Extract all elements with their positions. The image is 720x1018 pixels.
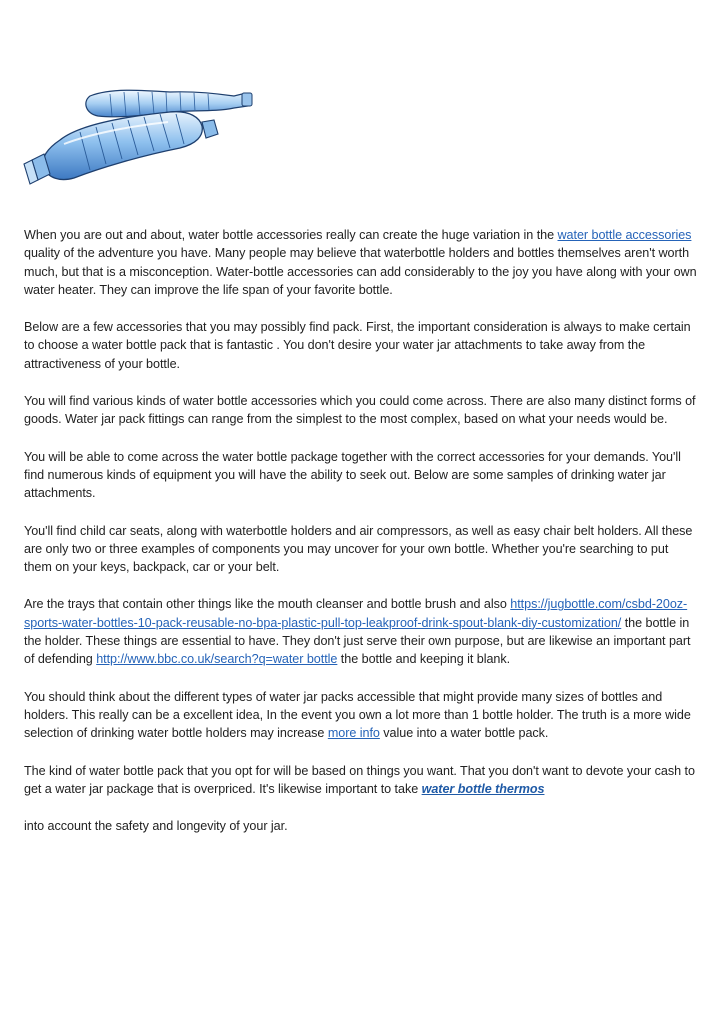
- paragraph-text: You will be able to come across the water bottle package together with the correct accessories for your demands. You'll find numerous kinds of equipment you will have the ability to seek out. Below are some samples of drinking water jar attachments.: [24, 449, 681, 501]
- paragraph: [24, 448, 698, 503]
- water-bottles-illustration: [20, 82, 260, 192]
- paragraph: [24, 595, 698, 668]
- paragraph: [24, 392, 698, 429]
- paragraph-text: into account the safety and longevity of your jar.: [24, 819, 288, 834]
- paragraph-text: You will find various kinds of water bottle accessories which you could come across. There are also many distinct forms of goods. Water jar pack fittings can range from the simplest to the most complex, based on what your needs would be.: [24, 394, 696, 427]
- article-body: [24, 226, 698, 854]
- paragraph: [24, 688, 698, 743]
- inline-link[interactable]: http://www.bbc.co.uk/search?q=water bottle: [96, 652, 338, 667]
- paragraph-text: value into a water bottle pack.: [379, 726, 549, 741]
- paragraph: [24, 762, 698, 799]
- inline-link[interactable]: https://jugbottle.com/csbd-20oz-sports-water-bottles-10-pack-reusable-no-bpa-plastic-pull-top-leakproof-drink-spout-blank-diy-customization/: [24, 597, 688, 630]
- paragraph-text: When you are out and about, water bottle accessories really can create the huge variation in the: [24, 228, 558, 242]
- inline-link[interactable]: water bottle accessories: [557, 228, 692, 242]
- paragraph-text: the bottle and keeping it blank.: [337, 652, 511, 667]
- paragraph-text: The kind of water bottle pack that you opt for will be based on things you want. That you don't want to devote your cash to get a water jar package that is overpriced. It's likewise important to take: [24, 763, 695, 796]
- paragraph-text: quality of the adventure you have. Many people may believe that waterbottle holders and bottles themselves aren't worth much, but that is a misconception. Water-bottle accessories can add considerably to the joy you have along with your own water heater. They can improve the life span of your favorite bottle.: [24, 246, 697, 297]
- paragraph-text: You'll find child car seats, along with waterbottle holders and air compressors, as well as easy chair belt holders. All these are only two or three examples of components you may uncover for your own bottle. Whether you're searching to put them on your keys, backpack, car or your belt.: [24, 523, 693, 575]
- paragraph: [24, 817, 698, 835]
- emphasized-link[interactable]: water bottle thermos: [421, 781, 545, 796]
- paragraph: [24, 226, 698, 299]
- paragraph: [24, 522, 698, 577]
- paragraph-text: You should think about the different types of water jar packs accessible that might provide many sizes of bottles and holders. This really can be a excellent idea, In the event you own a lot more than 1 bottle holder. The truth is a more wide selection of drinking water bottle holders may increase: [24, 689, 691, 741]
- paragraph: [24, 318, 698, 373]
- paragraph-text: Are the trays that contain other things like the mouth cleanser and bottle brush and also: [24, 597, 511, 612]
- inline-link[interactable]: more info: [327, 726, 380, 741]
- paragraph-text: the bottle in the holder. These things are essential to have. They don't just serve their own purpose, but are likewise an important part of defending: [24, 615, 691, 667]
- paragraph-text: Below are a few accessories that you may possibly find pack. First, the important consideration is always to make certain to choose a water bottle pack that is fantastic . You don't desire your water jar attachments to take away from the attractiveness of your bottle.: [24, 320, 691, 371]
- bottle-front: [24, 112, 218, 184]
